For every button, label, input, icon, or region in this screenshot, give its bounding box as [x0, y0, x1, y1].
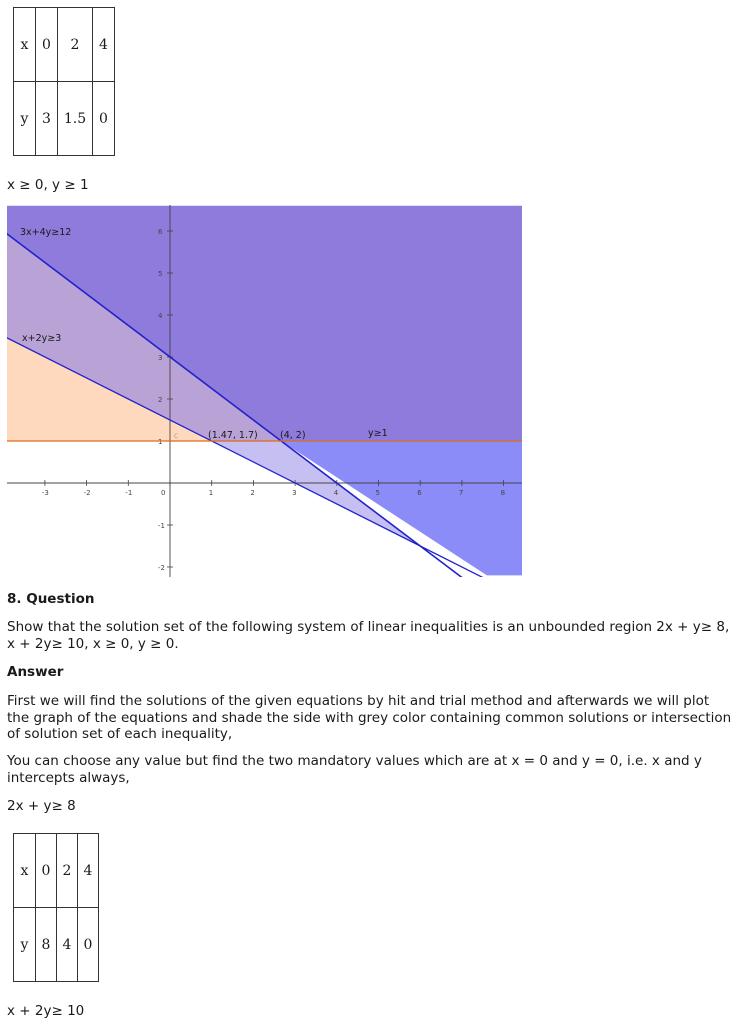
inequality-2: x + 2y≥ 10: [7, 1003, 85, 1019]
table-cell: y: [14, 82, 36, 156]
table-cell: x: [14, 8, 36, 82]
table-cell: 8: [36, 908, 57, 982]
x-tick-label: 1: [208, 489, 214, 497]
table-row-x: [14, 834, 99, 908]
label-line-y-1: y≥1: [368, 428, 388, 439]
label-line-3x-4y: 3x+4y≥12: [20, 227, 72, 238]
table-cell: 0: [78, 908, 99, 982]
y-tick-label: 5: [158, 270, 163, 278]
x-tick-label: -2: [83, 489, 91, 497]
table-cell: 2: [57, 834, 78, 908]
table-cell: y: [14, 908, 36, 982]
table-cell: 4: [57, 908, 78, 982]
answer-paragraph-1: First we will find the solutions of the given equations by hit and trial method and afterwards we will plot the graph of the equations and shade the side with grey color containing common solutions or intersection of solution set of each inequality,: [7, 693, 732, 742]
x-tick-label: -1: [125, 489, 133, 497]
y-tick-label: 6: [158, 228, 163, 236]
table-cell: 3: [36, 82, 58, 156]
table-row-y: [14, 908, 99, 982]
table-cell: 2: [58, 8, 93, 82]
x-tick-label: 6: [417, 489, 422, 497]
label-c-marker: C: [174, 433, 179, 440]
table-cell: 4: [78, 834, 99, 908]
table-row-y: [14, 82, 115, 156]
y-tick-label: 1: [158, 438, 163, 446]
question-heading: 8. Question: [7, 591, 95, 607]
x-tick-label: 2: [250, 489, 255, 497]
y-tick-label: -1: [158, 522, 165, 530]
x-tick-label: 5: [375, 489, 380, 497]
y-tick-label: 2: [158, 396, 163, 404]
values-table-2: [13, 833, 99, 982]
y-tick-label: 3: [158, 354, 163, 362]
answer-paragraph-2: You can choose any value but find the two mandatory values which are at x = 0 and y = 0, i.e. x and y intercepts always,: [7, 753, 702, 786]
x-tick-label: 8: [500, 489, 506, 497]
x-tick-label: 0: [161, 489, 166, 497]
label-line-x-2y: x+2y≥3: [22, 333, 62, 344]
values-table-1: [13, 7, 115, 156]
constraint-text: x ≥ 0, y ≥ 1: [7, 177, 89, 193]
table-cell: 0: [36, 8, 58, 82]
label-point-2: (4, 2): [280, 430, 306, 441]
table-row-x: [14, 8, 115, 82]
table-cell: 4: [93, 8, 115, 82]
region-right: [281, 441, 522, 575]
x-tick-label: 7: [458, 489, 464, 497]
table-cell: 0: [93, 82, 115, 156]
y-tick-label: 4: [158, 312, 163, 320]
answer-heading: Answer: [7, 664, 64, 680]
x-tick-label: 4: [333, 489, 339, 497]
inequality-1: 2x + y≥ 8: [7, 798, 76, 814]
x-tick-label: -3: [41, 489, 49, 497]
question-text: Show that the solution set of the following system of linear inequalities is an unbounded region 2x + y≥ 8, x + 2y≥ 10, x ≥ 0, y ≥ 0.: [7, 619, 730, 652]
x-tick-label: 3: [292, 489, 297, 497]
table-cell: 0: [36, 834, 57, 908]
table-cell: x: [14, 834, 36, 908]
inequality-graph: [7, 205, 522, 577]
y-tick-label: -2: [158, 564, 165, 572]
table-cell: 1.5: [58, 82, 93, 156]
label-point-1: (1.47, 1.7): [208, 430, 258, 441]
